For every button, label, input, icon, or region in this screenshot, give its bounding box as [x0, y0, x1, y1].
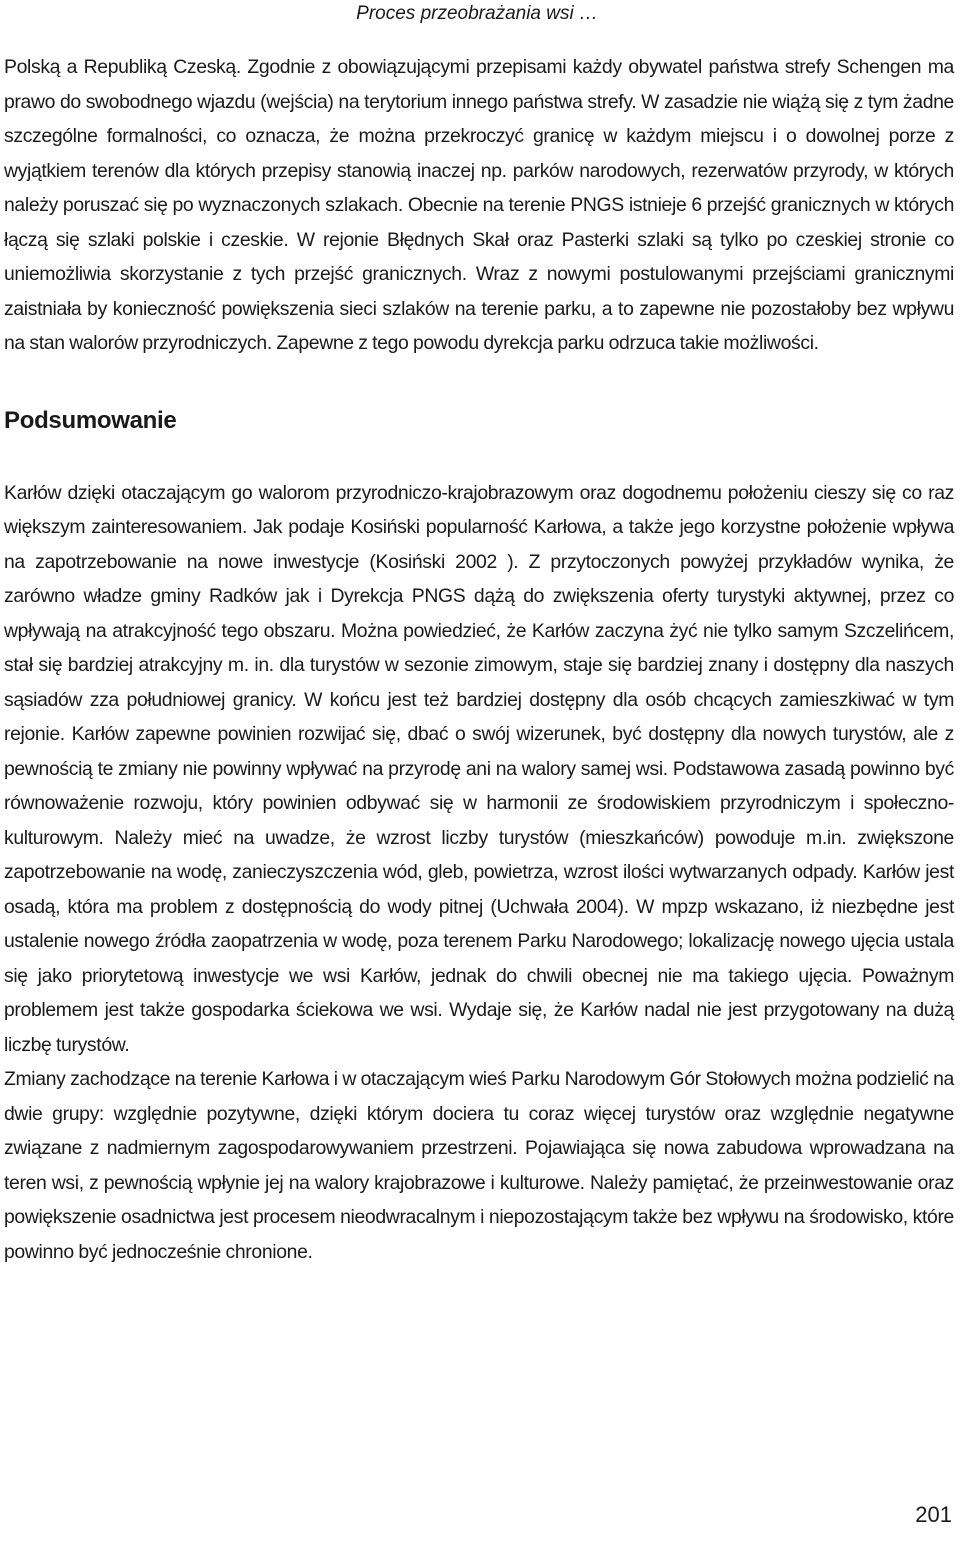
- summary-paragraph-2: Zmiany zachodzące na terenie Karłowa i w otaczającym wieś Parku Narodowym Gór Stołowych można podzielić na dwie grupy: względnie pozytywne, dzięki którym dociera tu coraz więcej turystów oraz względnie negatywne związane z nadmiernym zagospodarowywaniem przestrzeni. Pojawiająca się nowa zabudowa wprowadzana na teren wsi, z pewnością wpłynie jej na walory krajobrazowe i kulturowe. Należy pamiętać, że przeinwestowanie oraz powiększenie osadnictwa jest procesem nieodwracalnym i niepozostającym także bez wpływu na środowisko, które powinno być jednocześnie chronione.: [4, 1068, 954, 1263]
- summary-section: [4, 476, 954, 1270]
- running-header: Proces przeobrażania wsi …: [356, 3, 598, 24]
- page-number: 201: [915, 1502, 952, 1527]
- intro-paragraph: Polską a Republiką Czeską. Zgodnie z obowiązującymi przepisami każdy obywatel państwa strefy Schengen ma prawo do swobodnego wjazdu (wejścia) na terytorium innego państwa strefy. W zasadzie nie wiążą się z tym żadne szczególne formalności, co oznacza, że można przekroczyć granicę w każdym miejscu i o dowolnej porze z wyjątkiem terenów dla których przepisy stanowią inaczej np. parków narodowych, rezerwatów przyrody, w których należy poruszać się po wyznaczonych szlakach. Obecnie na terenie PNGS istnieje 6 przejść granicznych w których łączą się szlaki polskie i czeskie. W rejonie Błędnych Skał oraz Pasterki szlaki są tylko po czeskiej stronie co uniemożliwia skorzystanie z tych przejść granicznych. Wraz z nowymi postulowanymi przejściami granicznymi zaistniała by konieczność powiększenia sieci szlaków na terenie parku, a to zapewne nie pozostałoby bez wpływu na stan walorów przyrodniczych. Zapewne z tego powodu dyrekcja parku odrzuca takie możliwości.: [4, 56, 954, 354]
- summary-paragraph-1: Karłów dzięki otaczającym go walorom przyrodniczo-krajobrazowym oraz dogodnemu położeniu cieszy się co raz większym zainteresowaniem. Jak podaje Kosiński popularność Karłowa, a także jego korzystne położenie wpływa na zapotrzebowanie na nowe inwestycje (Kosiński 2002 ). Z przytoczonych powyżej przykładów wynika, że zarówno władze gminy Radków jak i Dyrekcja PNGS dążą do zwiększenia oferty turystyki aktywnej, przez co wpływają na atrakcyjność tego obszaru. Można powiedzieć, że Karłów zaczyna żyć nie tylko samym Szczelińcem, stał się bardziej atrakcyjny m. in. dla turystów w sezonie zimowym, staje się bardziej znany i dostępny dla naszych sąsiadów zza południowej granicy. W końcu jest też bardziej dostępny dla osób chcących zamieszkiwać w tym rejonie. Karłów zapewne powinien rozwijać się, dbać o swój wizerunek, być dostępny dla nowych turystów, ale z pewnością te zmiany nie powinny wpływać na przyrodę ani na walory samej wsi. Podstawowa zasadą powinno być równoważenie rozwoju, który powinien odbywać się w harmonii ze środowiskiem przyrodniczym i społeczno-kulturowym. Należy mieć na uwadze, że wzrost liczby turystów (mieszkańców) powoduje m.in. zwiększone zapotrzebowanie na wodę, zanieczyszczenia wód, gleb, powietrza, wzrost ilości wytwarzanych odpady. Karłów jest osadą, która ma problem z dostępnością do wody pitnej (Uchwała 2004). W mpzp wskazano, iż niezbędne jest ustalenie nowego źródła zaopatrzenia w wodę, poza terenem Parku Narodowego; lokalizację nowego ujęcia ustala się jako priorytetową inwestycje we wsi Karłów, jednak do chwili obecnej nie ma takiego ujęcia. Poważnym problemem jest także gospodarka ściekowa we wsi. Wydaje się, że Karłów nadal nie jest przygotowany na dużą liczbę turystów.: [4, 481, 954, 1056]
- page-content: [4, 50, 954, 1269]
- section-heading: Podsumowanie: [4, 406, 177, 434]
